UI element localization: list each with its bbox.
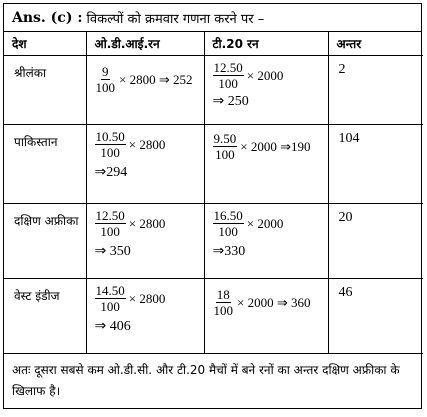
multiplication: × 2000 ⇒ 360 [237,294,311,310]
multiplication: × 2000 ⇒190 [240,138,311,154]
odi-cell [86,204,204,279]
answer-sheet [3,3,422,409]
fraction: $\frac{9.50}{100}$ [213,131,237,162]
country-cell: वेस्ट इंडीज [4,279,86,354]
country-cell: पाकिस्तान [4,125,86,204]
result: ⇒330 [212,244,246,259]
table-header-row [4,32,423,56]
odi-cell [86,279,204,354]
multiplication: × 2000 [246,67,284,83]
table-row [4,56,423,125]
fraction: $\frac{12.50}{100}$ [213,60,243,91]
multiplication: × 2800 ⇒ 252 [119,71,193,87]
difference-cell: 104 [328,125,423,204]
table-row [4,204,423,279]
multiplication: × 2800 [128,290,166,306]
result: ⇒294 [94,165,128,180]
result: ⇒ 406 [94,319,131,334]
country-cell: दक्षिण अफ्रीका [4,204,86,279]
fraction: $\frac{12.50}{100}$ [95,208,125,239]
calculation-table [4,32,423,354]
t20-cell [204,204,328,279]
multiplication: × 2800 [128,136,166,152]
country-cell: श्रीलंका [4,56,86,125]
result: ⇒ 250 [212,94,249,109]
fraction: $\frac{16.50}{100}$ [213,208,243,239]
t20-cell [204,56,328,125]
difference-cell: 2 [328,56,423,125]
odi-cell [86,125,204,204]
header-difference: अन्तर [328,32,423,56]
result: ⇒ 350 [94,244,131,259]
header-odi: ओ.डी.आई.रन [86,32,204,56]
odi-cell [86,56,204,125]
answer-label: Ans. (c) : [12,9,83,26]
fraction: $\frac{9}{100}$ [95,64,115,95]
multiplication: × 2000 [246,215,284,231]
t20-cell [204,125,328,204]
fraction: $\frac{10.50}{100}$ [95,129,125,160]
t20-cell [204,279,328,354]
conclusion-text: अतः दूसरा सबसे कम ओ.डी.सी. और टी.20 मैचों में बने रनों का अन्तर दक्षिण अफ्रीका के खिलाफ है। [12,363,400,398]
heading-text: विकल्पों को क्रमवार गणना करने पर – [86,11,265,27]
difference-cell: 20 [328,204,423,279]
difference-cell: 46 [328,279,423,354]
multiplication: × 2800 [128,215,166,231]
table-row [4,279,423,354]
fraction: $\frac{14.50}{100}$ [95,283,125,314]
header-country: देश [4,32,86,56]
fraction: $\frac{18}{100}$ [213,287,233,318]
answer-heading [4,4,421,32]
table-row [4,125,423,204]
header-t20: टी.20 रन [204,32,328,56]
